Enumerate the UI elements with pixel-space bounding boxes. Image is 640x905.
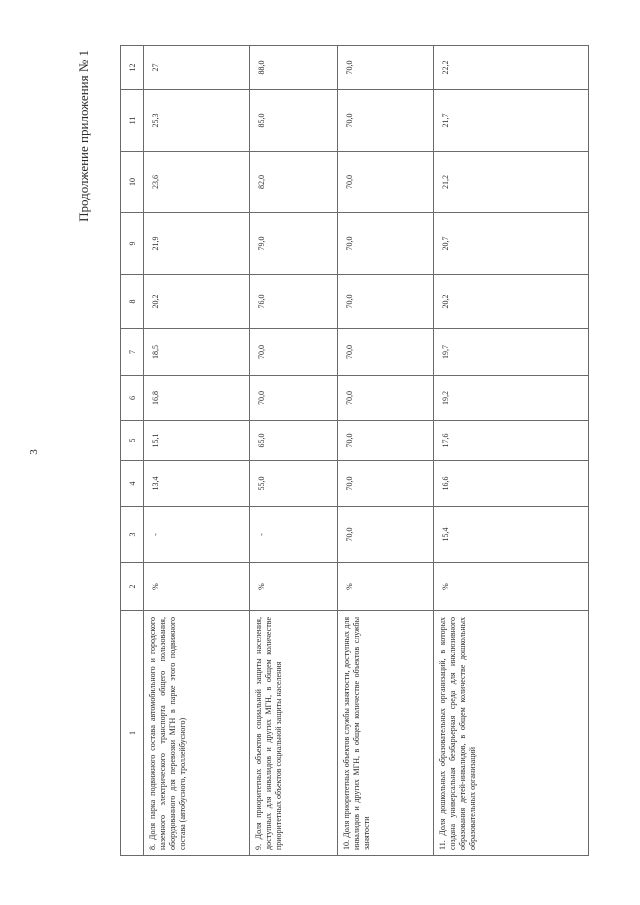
value-cell: 27 <box>144 46 250 90</box>
value-cell: 70,0 <box>338 376 434 421</box>
table-row <box>434 46 589 856</box>
col-header: 6 <box>121 376 144 421</box>
value-cell: 70,0 <box>250 376 338 421</box>
appendix-continuation-title: Продолжение приложения № 1 <box>76 50 91 222</box>
value-cell: 16,6 <box>434 461 589 507</box>
value-cell: 70,0 <box>338 46 434 90</box>
page-number: 3 <box>28 449 40 455</box>
value-cell: 15,4 <box>434 507 589 563</box>
value-cell: 20,7 <box>434 213 589 275</box>
col-header: 3 <box>121 507 144 563</box>
value-cell: 22,2 <box>434 46 589 90</box>
value-cell: 70,0 <box>338 329 434 376</box>
col-header: 12 <box>121 46 144 90</box>
value-cell: 20,2 <box>434 275 589 329</box>
value-cell: 70,0 <box>338 507 434 563</box>
unit-cell: % <box>250 563 338 611</box>
value-cell: 19,7 <box>434 329 589 376</box>
value-cell: 70,0 <box>338 275 434 329</box>
value-cell: 70,0 <box>338 421 434 461</box>
indicator-name: 11. Доля дошкольных образовательных организаций, в которых создана универсальная безбарьерная среда для инклюзивного образования детей-инвалидов, в общем количестве дошкольных образовательных организаций <box>434 611 589 856</box>
col-header: 8 <box>121 275 144 329</box>
value-cell: 19,2 <box>434 376 589 421</box>
value-cell: 76,0 <box>250 275 338 329</box>
col-header: 5 <box>121 421 144 461</box>
value-cell: - <box>250 507 338 563</box>
unit-cell: % <box>338 563 434 611</box>
value-cell: - <box>144 507 250 563</box>
value-cell: 70,0 <box>338 90 434 152</box>
value-cell: 18,5 <box>144 329 250 376</box>
value-cell: 70,0 <box>250 329 338 376</box>
value-cell: 65,0 <box>250 421 338 461</box>
col-header: 11 <box>121 90 144 152</box>
value-cell: 13,4 <box>144 461 250 507</box>
value-cell: 21,7 <box>434 90 589 152</box>
rotated-landscape-page <box>76 46 576 856</box>
col-header: 9 <box>121 213 144 275</box>
value-cell: 79,0 <box>250 213 338 275</box>
indicator-name: 8. Доля парка подвижного состава автомобильного и городского наземного электрического транспорта общего пользования, оборудованного для перевозки МГН в парке этого подвижного состава (автобусного, троллейбусного) <box>144 611 250 856</box>
col-header: 4 <box>121 461 144 507</box>
value-cell: 20,2 <box>144 275 250 329</box>
col-header: 1 <box>121 611 144 856</box>
value-cell: 21,2 <box>434 152 589 213</box>
col-header: 7 <box>121 329 144 376</box>
value-cell: 21,9 <box>144 213 250 275</box>
value-cell: 55,0 <box>250 461 338 507</box>
table-row <box>338 46 434 856</box>
value-cell: 85,0 <box>250 90 338 152</box>
value-cell: 88,0 <box>250 46 338 90</box>
indicator-name: 9. Доля приоритетных объектов социальной защиты населения, доступных для инвалидов и других МГН, в общем количестве приоритетных объектов социальной защиты населения <box>250 611 338 856</box>
table-row <box>250 46 338 856</box>
col-header: 10 <box>121 152 144 213</box>
value-cell: 82,0 <box>250 152 338 213</box>
value-cell: 70,0 <box>338 213 434 275</box>
value-cell: 15,1 <box>144 421 250 461</box>
unit-cell: % <box>144 563 250 611</box>
value-cell: 23,6 <box>144 152 250 213</box>
value-cell: 70,0 <box>338 152 434 213</box>
value-cell: 17,6 <box>434 421 589 461</box>
indicator-name: 10. Доля приоритетных объектов службы занятости, доступных для инвалидов и других МГН, в общем количестве объектов службы занятости <box>338 611 434 856</box>
col-header: 2 <box>121 563 144 611</box>
value-cell: 16,8 <box>144 376 250 421</box>
value-cell: 25,3 <box>144 90 250 152</box>
indicators-table <box>120 45 589 856</box>
column-number-row <box>121 46 144 856</box>
table-row <box>144 46 250 856</box>
value-cell: 70,0 <box>338 461 434 507</box>
unit-cell: % <box>434 563 589 611</box>
